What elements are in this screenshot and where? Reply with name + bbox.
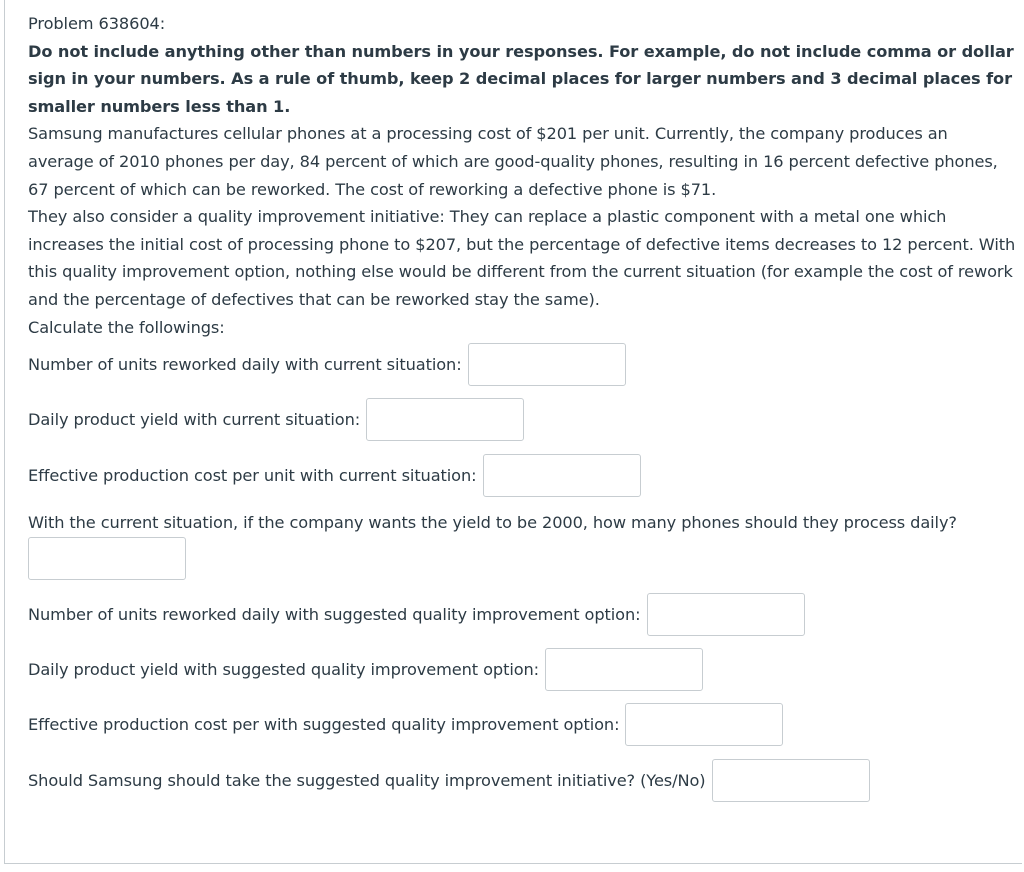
question-units-reworked-current: [28, 343, 626, 386]
calculate-prompt: Calculate the followings:: [28, 317, 225, 337]
question-take-initiative: [28, 759, 870, 802]
question-label: Number of units reworked daily with current situation:: [28, 354, 462, 374]
problem-statement: [28, 10, 1018, 341]
question-label: Daily product yield with current situation:: [28, 409, 361, 429]
question-label: Daily product yield with suggested quality improvement option:: [28, 659, 540, 679]
problem-heading: Problem 638604:: [28, 14, 166, 33]
answer-input-effective-cost-improvement[interactable]: [625, 703, 783, 746]
answer-input-yield-current[interactable]: [366, 398, 524, 441]
question-label: With the current situation, if the company wants the yield to be 2000, how many phones should they process daily?: [28, 513, 957, 532]
question-yield-current: [28, 398, 524, 441]
question-label: Should Samsung should take the suggested quality improvement initiative? (Yes/No): [28, 770, 706, 790]
answer-input-units-reworked-current[interactable]: [468, 343, 626, 386]
answer-input-effective-cost-current[interactable]: [483, 454, 641, 497]
question-label: Number of units reworked daily with suggested quality improvement option:: [28, 604, 641, 624]
instructions-text: Do not include anything other than numbers in your responses. For example, do not include comma or dollar sign in your numbers. As a rule of thumb, keep 2 decimal places for larger numbers and 3 decimal places for smaller numbers less than 1.: [28, 41, 1014, 116]
answer-input-phones-to-process[interactable]: [28, 537, 186, 580]
answer-input-units-reworked-improvement[interactable]: [647, 593, 805, 636]
question-effective-cost-improvement: [28, 703, 783, 746]
answer-input-yield-improvement[interactable]: [545, 648, 703, 691]
question-phones-to-process: [28, 512, 957, 534]
answer-input-take-initiative[interactable]: [712, 759, 870, 802]
problem-paragraph-improvement: They also consider a quality improvement initiative: They can replace a plastic component with a metal one which increases the initial cost of processing phone to $207, but the percentage of defective items decreases to 12 percent. With this quality improvement option, nothing else would be different from the current situation (for example the cost of rework and the percentage of defectives that can be reworked stay the same).: [28, 207, 1016, 309]
question-units-reworked-improvement: [28, 593, 805, 636]
question-label: Effective production cost per unit with current situation:: [28, 465, 477, 485]
question-label: Effective production cost per with suggested quality improvement option:: [28, 714, 620, 734]
question-yield-improvement: [28, 648, 703, 691]
question-effective-cost-current: [28, 454, 641, 497]
problem-paragraph-current: Samsung manufactures cellular phones at a processing cost of $201 per unit. Currently, the company produces an average of 2010 phones per day, 84 percent of which are good-quality phones, resulting in 16 percent defective phones, 67 percent of which can be reworked. The cost of reworking a defective phone is $71.: [28, 124, 998, 199]
